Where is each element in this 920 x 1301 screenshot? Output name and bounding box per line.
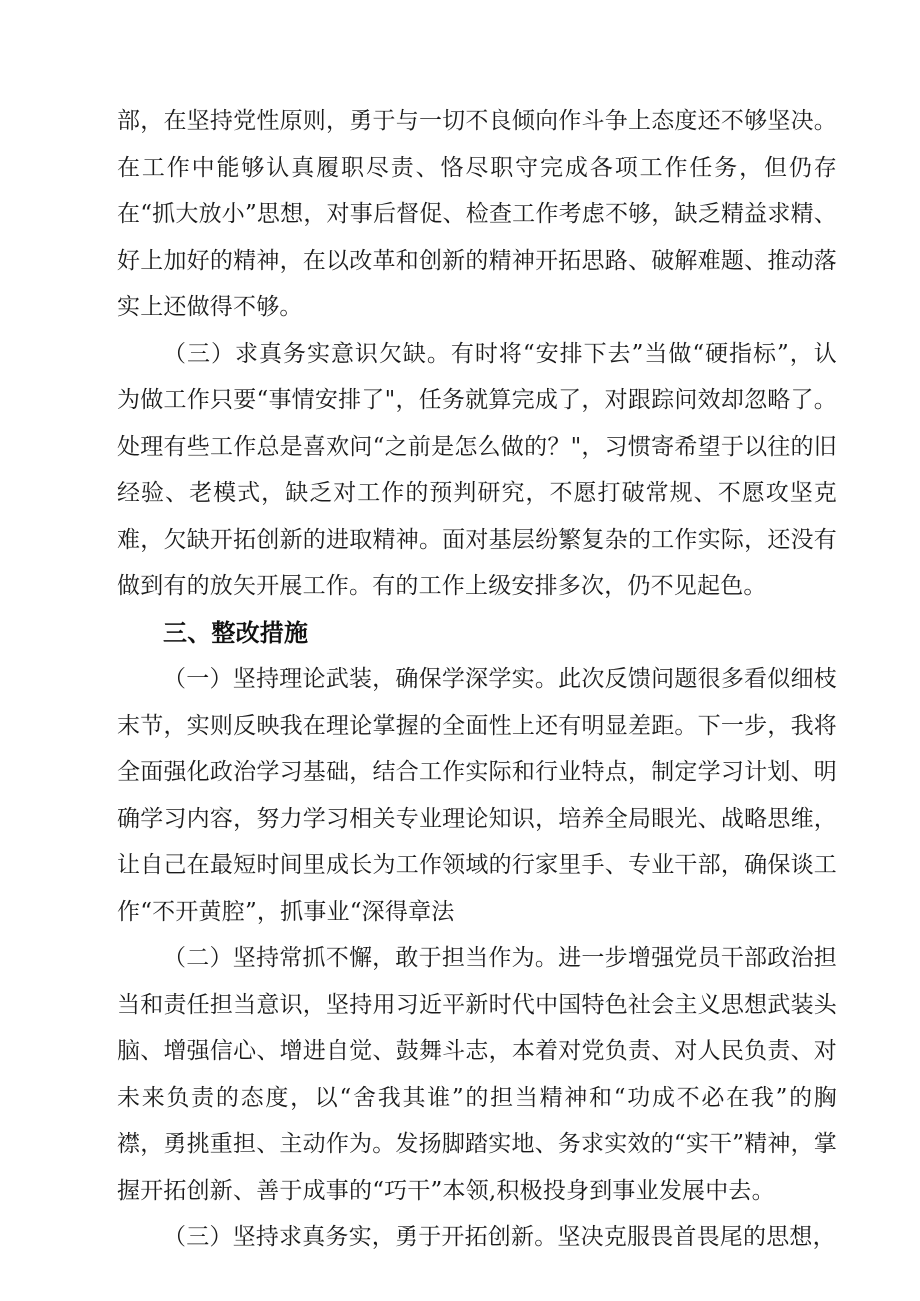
paragraph-pragmatism-shortcoming: （三）求真务实意识欠缺。有时将“安排下去”当做“硬指标”，认为做工作只要“事情安排了"，任务就算完成了，对跟踪问效却忽略了。处理有些工作总是喜欢问“之前是怎么做的？"，习惯寄希望于以往的旧经验、老模式，缺乏对工作的预判研究，不愿打破常规、不愿攻坚克难，欠缺开拓创新的进取精神。面对基层纷繁复杂的工作实际，还没有做到有的放矢开展工作。有的工作上级安排多次，仍不见起色。 <box>117 340 837 599</box>
measure-innovation: （三）坚持求真务实，勇于开拓创新。坚决克服畏首畏尾的思想， <box>163 1224 836 1250</box>
section-heading-rectification-measures: 三、整改措施 <box>163 618 309 647</box>
measure-theory-study: （一）坚持理论武装，确保学深学实。此次反馈问题很多看似细枝末节，实则反映我在理论掌握的全面性上还有明显差距。下一步，我将全面强化政治学习基础，结合工作实际和行业特点，制定学习计划、明确学习内容，努力学习相关专业理论知识，培养全局眼光、战略思维，让自己在最短时间里成长为工作领域的行家里手、专业干部，确保谈工作“不开黄腔”，抓事业“深得章法 <box>117 666 837 925</box>
document-body <box>117 98 837 1261</box>
measure-responsibility: （二）坚持常抓不懈，敢于担当作为。进一步增强党员干部政治担当和责任担当意识，坚持用习近平新时代中国特色社会主义思想武装头脑、增强信心、增进自觉、鼓舞斗志，本着对党负责、对人民负责、对未来负责的态度，以“舍我其谁”的担当精神和“功成不必在我”的胸襟，勇挑重担、主动作为。发扬脚踏实地、务求实效的“实干”精神，掌握开拓创新、善于成事的“巧干”本领,积极投身到事业发展中去。 <box>117 945 837 1204</box>
paragraph-continued-self-assessment: 部，在坚持党性原则，勇于与一切不良倾向作斗争上态度还不够坚决。在工作中能够认真履职尽责、恪尽职守完成各项工作任务，但仍存在“抓大放小”思想，对事后督促、检查工作考虑不够，缺乏精益求精、好上加好的精神，在以改革和创新的精神开拓思路、破解难题、推动落实上还做得不够。 <box>117 108 837 320</box>
